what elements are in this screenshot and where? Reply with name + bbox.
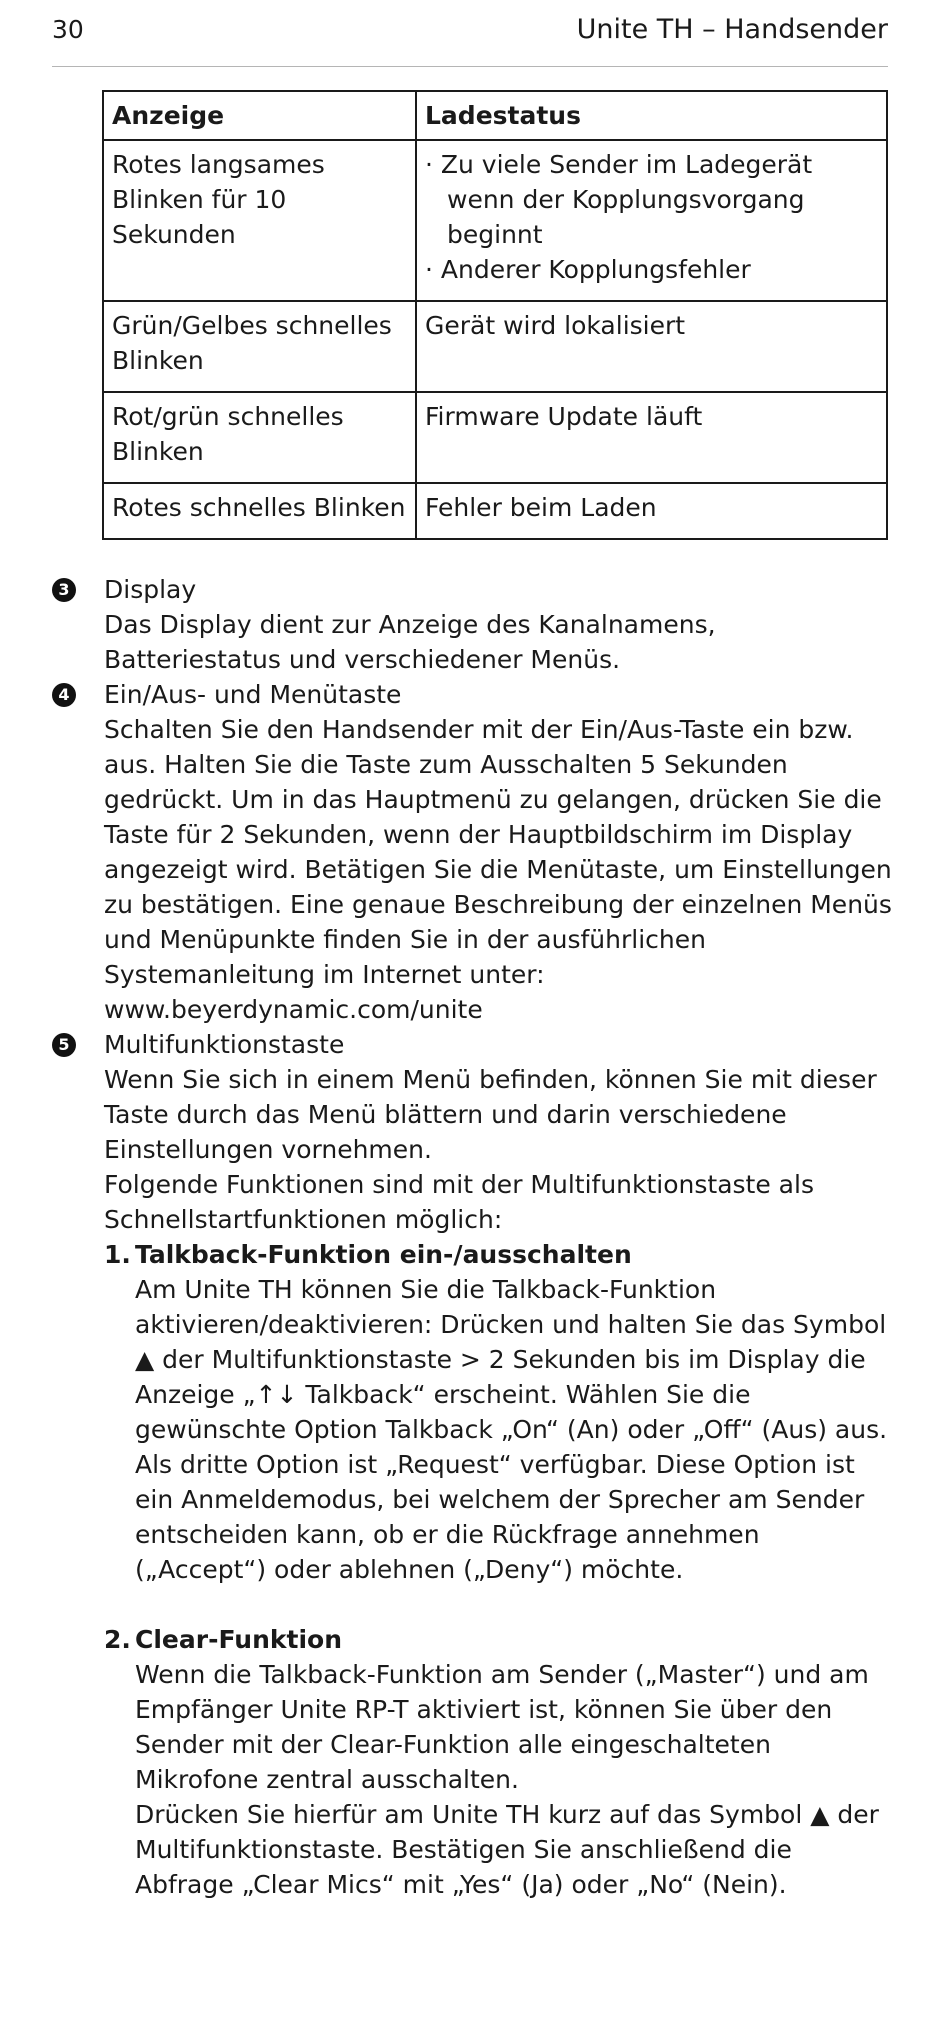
- table-cell-anzeige: Grün/Gelbes schnelles Blinken: [103, 301, 416, 392]
- item-number-badge: 4: [52, 683, 76, 707]
- item-number-badge: 5: [52, 1033, 76, 1057]
- page-number: 30: [52, 15, 84, 44]
- table-row: [103, 140, 887, 301]
- table-cell-status: Gerät wird lokalisiert: [416, 301, 887, 392]
- item-paragraph: Schalten Sie den Handsender mit der Ein/Aus-Taste ein bzw. aus. Halten Sie die Taste zum Ausschalten 5 Sekunden gedrückt. Um in das Hauptmenü zu gelangen, drücken Sie die Taste für 2 Sekunden, wenn der Hauptbildschirm im Display angezeigt wird. Betätigen Sie die Menütaste, um Einstellungen zu bestätigen. Eine genaue Beschreibung der einzelnen Menüs und Menüpunkte finden Sie in der ausführlichen Systemanleitung im Internet unter:: [104, 715, 892, 989]
- table-cell-anzeige: Rotes langsames Blinken für 10 Sekunden: [103, 140, 416, 301]
- table-row: [103, 392, 887, 483]
- subitem-paragraph: Am Unite TH können Sie die Talkback-Funktion aktivieren/deaktivieren: Drücken und halten Sie das Symbol ▲ der Multifunktionstaste > 2 Sekunden bis im Display die Anzeige „↑↓ Talkback“ erscheint. Wählen Sie die gewünschte Option Talkback „On“ (An) oder „Off“ (Aus) aus.: [135, 1275, 888, 1444]
- table-cell-anzeige: Rot/grün schnelles Blinken: [103, 392, 416, 483]
- page-header: [52, 8, 888, 67]
- subitem-paragraph: Wenn die Talkback-Funktion am Sender („Master“) und am Empfänger Unite RP-T aktiviert ist, können Sie über den Sender mit der Clear-Funktion alle eingeschalteten Mikrofone zentral ausschalten.: [135, 1660, 869, 1794]
- subitem-heading: Clear-Funktion: [135, 1625, 342, 1654]
- item-heading: Ein/Aus- und Menütaste: [104, 680, 402, 709]
- subitem-paragraph: Als dritte Option ist „Request“ verfügbar. Diese Option ist ein Anmeldemodus, bei welchem der Sprecher am Sender entscheiden kann, ob er die Rückfrage annehmen („Accept“) oder ablehnen („Deny“) möchte.: [135, 1450, 865, 1584]
- table-cell-anzeige: Rotes schnelles Blinken: [103, 483, 416, 539]
- table-row: [103, 301, 887, 392]
- charging-status-table: [102, 90, 888, 540]
- page-header-title: Unite TH – Handsender: [576, 14, 888, 45]
- item-heading: Multifunktionstaste: [104, 1030, 345, 1059]
- column-header-ladestatus: Ladestatus: [416, 91, 887, 140]
- item-paragraph: Folgende Funktionen sind mit der Multifunktionstaste als Schnellstartfunktionen möglich:: [104, 1170, 814, 1234]
- subitem-paragraph: Drücken Sie hierfür am Unite TH kurz auf das Symbol ▲ der Multifunktionstaste. Bestätigen Sie anschließend die Abfrage „Clear Mics“ mit „Yes“ (Ja) oder „No“ (Nein).: [135, 1800, 879, 1899]
- table-header-row: [103, 91, 887, 140]
- subitem-clear: [104, 1622, 892, 1902]
- table-cell-status: Fehler beim Laden: [416, 483, 887, 539]
- subitem-number: 1.: [104, 1240, 131, 1269]
- table-cell-status: Firmware Update läuft: [416, 392, 887, 483]
- item-heading: Display: [104, 575, 197, 604]
- column-header-anzeige: Anzeige: [103, 91, 416, 140]
- table-row: [103, 483, 887, 539]
- item-paragraph: Wenn Sie sich in einem Menü befinden, können Sie mit dieser Taste durch das Menü blättern und darin verschiedene Einstellungen vornehmen.: [104, 1065, 877, 1164]
- spacer: [104, 1587, 892, 1622]
- description-list: [52, 572, 892, 1902]
- status-bullet: · Zu viele Sender im Ladegerät wenn der Kopplungsvorgang beginnt: [425, 150, 813, 249]
- subitem-number: 2.: [104, 1625, 131, 1654]
- table-cell-status: [416, 140, 887, 301]
- item-multifunction-button: [52, 1027, 892, 1902]
- item-number-badge: 3: [52, 578, 76, 602]
- subitem-talkback: [104, 1237, 892, 1587]
- status-bullet: · Anderer Kopplungsfehler: [425, 255, 751, 284]
- item-paragraph: Das Display dient zur Anzeige des Kanalnamens, Batteriestatus und verschiedener Menüs.: [104, 610, 716, 674]
- website-link[interactable]: www.beyerdynamic.com/unite: [104, 995, 483, 1024]
- item-display: [52, 572, 892, 677]
- item-power-menu-button: [52, 677, 892, 1027]
- subitem-heading: Talkback-Funktion ein-/ausschalten: [135, 1240, 632, 1269]
